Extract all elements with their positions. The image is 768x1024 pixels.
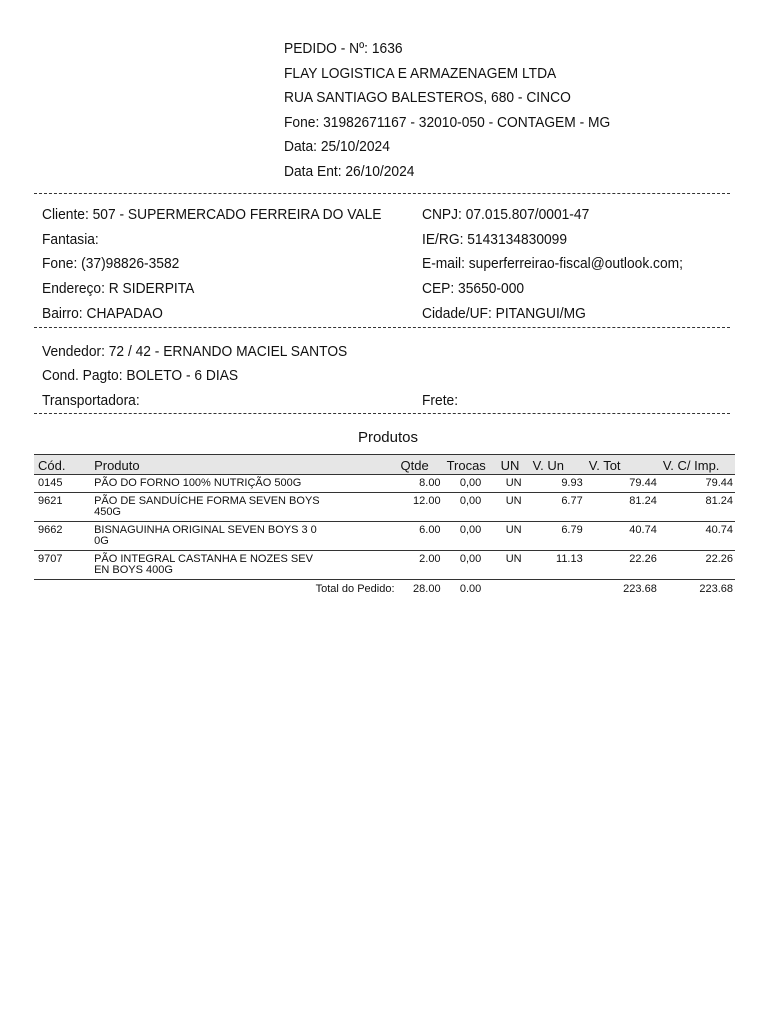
cell-cod: 9707 [34,551,90,580]
table-row [34,475,735,493]
divider [34,193,730,194]
order-number: PEDIDO - Nº: 1636 [284,40,403,57]
col-trocas: Trocas [443,455,497,475]
table-row [34,493,735,522]
divider [34,327,730,328]
client-ie-rg: IE/RG: 5143134830099 [422,231,568,248]
cell-v-tot: 40.74 [585,522,659,551]
client-bairro: Bairro: CHAPADAO [42,305,163,322]
payment-condition: Cond. Pagto: BOLETO - 6 DIAS [42,367,239,384]
cell-v-un: 6.79 [529,522,585,551]
col-un: UN [497,455,529,475]
total-row [34,580,735,599]
total-label: Total do Pedido: [315,583,395,595]
cell-v-un: 11.13 [529,551,585,580]
cell-qtde: 2.00 [397,551,443,580]
divider [34,413,730,414]
carrier: Transportadora: [42,392,140,409]
cell-un: UN [497,475,529,493]
client-city: Cidade/UF: PITANGUI/MG [422,305,586,322]
col-cod: Cód. [34,455,90,475]
cell-trocas: 0,00 [443,522,497,551]
total-v-tot: 223.68 [623,583,657,595]
cell-v-imp: 22.26 [659,551,735,580]
cell-qtde: 6.00 [397,522,443,551]
col-v-un: V. Un [529,455,585,475]
table-header-row [34,455,735,475]
client-cnpj: CNPJ: 07.015.807/0001-47 [422,206,590,223]
cell-v-un: 6.77 [529,493,585,522]
cell-produto: PÃO INTEGRAL CASTANHA E NOZES SEV EN BOYS 400G [94,553,313,576]
company-address: RUA SANTIAGO BALESTEROS, 680 - CINCO [284,89,571,106]
cell-qtde: 8.00 [397,475,443,493]
cell-v-tot: 81.24 [585,493,659,522]
cell-un: UN [497,551,529,580]
client-cep: CEP: 35650-000 [422,280,525,297]
col-v-imp: V. C/ Imp. [659,455,735,475]
cell-produto: PÃO DE SANDUÍCHE FORMA SEVEN BOYS 450G [94,495,320,518]
cell-v-tot: 79.44 [585,475,659,493]
cell-cod: 0145 [34,475,90,493]
client-address: Endereço: R SIDERPITA [42,280,195,297]
col-produto: Produto [90,455,396,475]
cell-v-imp: 81.24 [659,493,735,522]
cell-qtde: 12.00 [397,493,443,522]
cell-v-imp: 79.44 [659,475,735,493]
delivery-date: Data Ent: 26/10/2024 [284,162,415,180]
order-header [284,37,610,184]
cell-trocas: 0,00 [443,493,497,522]
client-fantasia: Fantasia: [42,231,99,248]
client-email: E-mail: superferreirao-fiscal@outlook.com; [422,255,683,272]
cell-cod: 9621 [34,493,90,522]
cell-v-imp: 40.74 [659,522,735,551]
company-phone: Fone: 31982671167 - 32010-050 - CONTAGEM - MG [284,113,611,131]
table-row [34,551,735,580]
cell-un: UN [497,522,529,551]
products-table [34,454,735,598]
cell-produto: PÃO DO FORNO 100% NUTRIÇÃO 500G [94,477,302,489]
cell-v-un: 9.93 [529,475,585,493]
freight: Frete: [422,392,459,409]
cell-un: UN [497,493,529,522]
table-row [34,522,735,551]
client-name: Cliente: 507 - SUPERMERCADO FERREIRA DO VALE [42,206,382,223]
products-title: Produtos [357,429,419,446]
client-phone: Fone: (37)98826-3582 [42,255,180,272]
company-name: FLAY LOGISTICA E ARMAZENAGEM LTDA [284,64,557,82]
total-trocas: 0.00 [459,583,482,595]
seller: Vendedor: 72 / 42 - ERNANDO MACIEL SANTOS [42,343,348,360]
col-v-tot: V. Tot [585,455,659,475]
total-v-imp: 223.68 [699,583,733,595]
cell-trocas: 0,00 [443,475,497,493]
total-qtde: 28.00 [413,583,441,595]
cell-trocas: 0,00 [443,551,497,580]
cell-produto: BISNAGUINHA ORIGINAL SEVEN BOYS 3 00G [94,524,317,547]
cell-cod: 9662 [34,522,90,551]
order-date: Data: 25/10/2024 [284,138,390,155]
col-qtde: Qtde [397,455,443,475]
cell-v-tot: 22.26 [585,551,659,580]
